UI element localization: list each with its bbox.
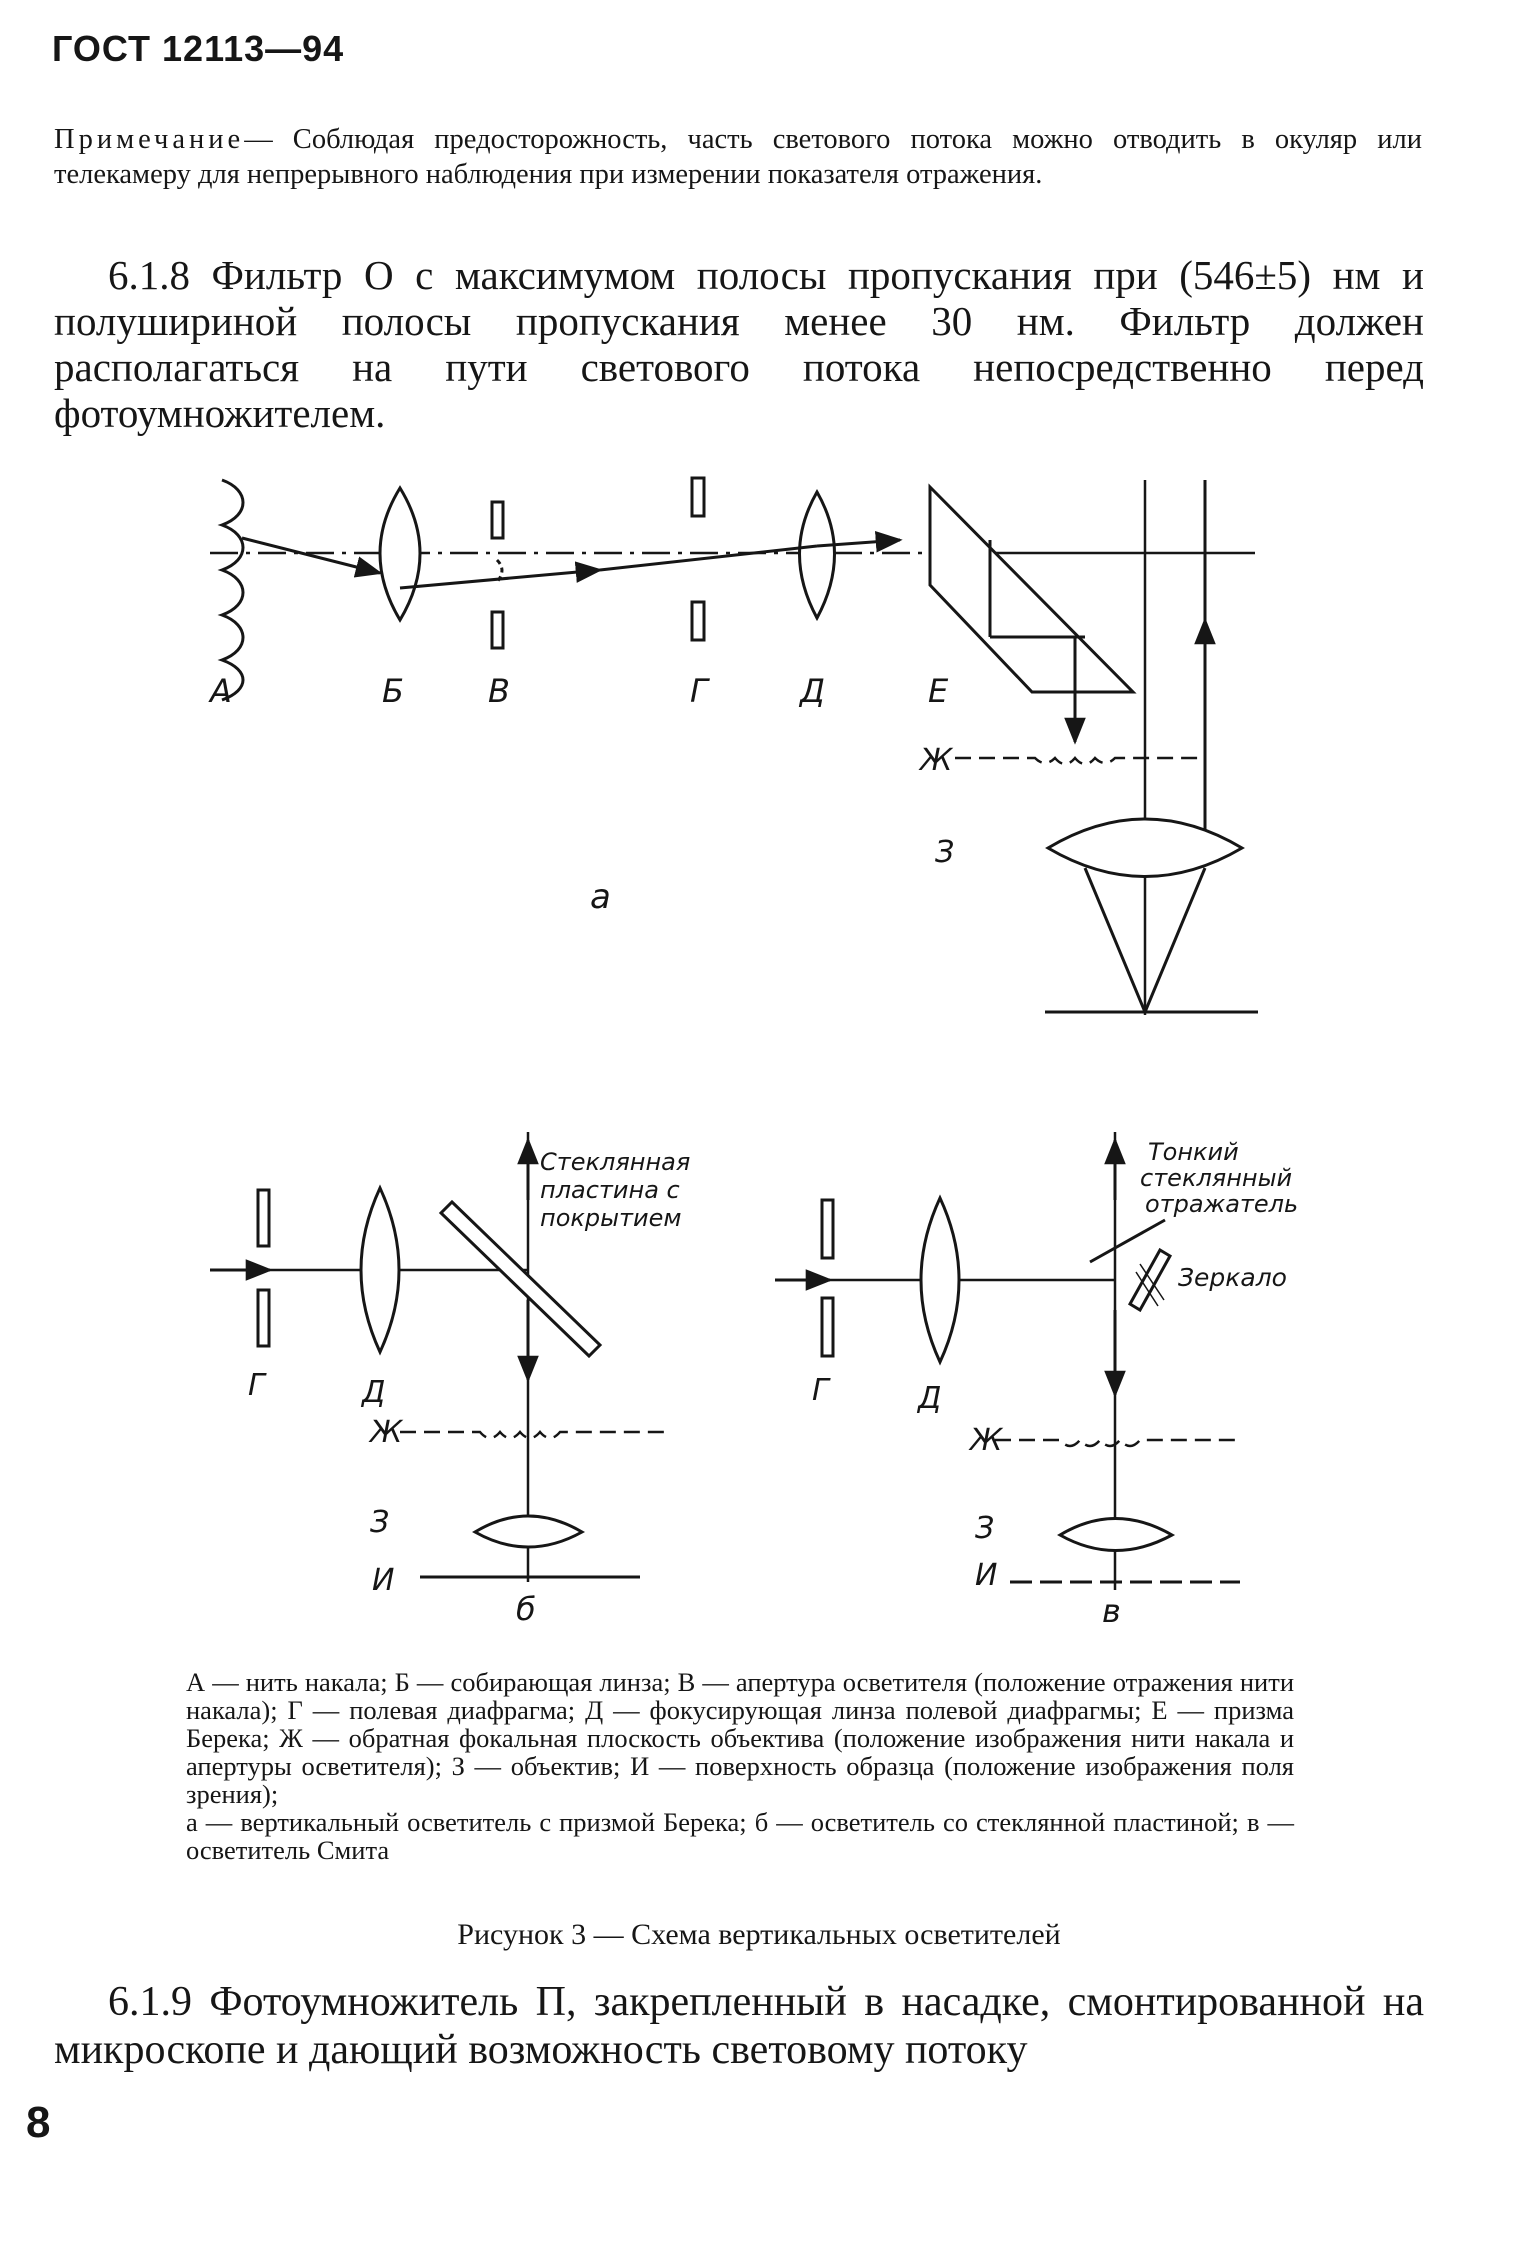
back-focal-plane-b xyxy=(400,1432,665,1438)
lens-b-a xyxy=(380,488,420,620)
glass-plate-label-3: покрытием xyxy=(540,1204,682,1232)
paragraph-6-1-9: 6.1.9 Фотоумножитель П, закрепленный в насадке, смонтированной на микроскопе и дающий возможность световому потоку xyxy=(54,1979,1424,2073)
subfigure-label-c: в xyxy=(1102,1592,1121,1630)
figure-legend xyxy=(186,1668,1294,1864)
label-zh-plane-a: Ж xyxy=(920,743,953,778)
legend-line-2: а — вертикальный осветитель с призмой Берека; б — осветитель со стеклянной пластиной; в — осветитель Смита xyxy=(186,1807,1294,1865)
thin-reflector-label-1: Тонкий xyxy=(1148,1138,1239,1166)
field-diaphragm-bottom xyxy=(692,602,704,640)
objective-lens-b xyxy=(475,1516,582,1547)
label-g-diaphragm: Г xyxy=(690,672,708,710)
objective-lens-c xyxy=(1060,1519,1172,1551)
label-d-lens: Д xyxy=(800,672,825,710)
glass-plate-label-2: пластина с xyxy=(540,1176,680,1204)
note-lead: Примечание xyxy=(54,124,245,155)
label-z-objective-c: З xyxy=(975,1511,995,1546)
figure-caption: Рисунок 3 — Схема вертикальных осветителей xyxy=(457,1918,1061,1951)
label-v-aperture: В xyxy=(488,672,510,710)
label-z-objective-a: З xyxy=(935,835,955,870)
subfigure-label-b: б xyxy=(516,1590,536,1628)
objective-lens-a xyxy=(1048,819,1242,877)
field-diaphragm-c-bottom xyxy=(822,1298,833,1356)
label-a-filament: А xyxy=(210,672,232,710)
field-diaphragm-b-top xyxy=(258,1190,269,1246)
filament-coil xyxy=(222,480,243,700)
mirror-label: Зеркало xyxy=(1178,1263,1287,1292)
label-g-diaphragm-b: Г xyxy=(248,1368,265,1403)
back-focal-plane-a xyxy=(955,758,1200,764)
label-i-sample-c: И xyxy=(975,1558,998,1593)
page-number: 8 xyxy=(26,2098,51,2147)
lens-d-b xyxy=(361,1188,399,1352)
legend-line-1: А — нить накала; Б — собирающая линза; В — апертура осветителя (положение отражения нити накала); Г — полевая диафрагма; Д — фокусирующая линза полевой диафрагмы; Е — призма Берека; Ж — обратная фокальная плоскость объектива (положение изображения нити накала и апертуры осветителя); З — объектив; И — поверхность образца (положение изображения поля зрения); xyxy=(186,1667,1294,1809)
label-b-lens: Б xyxy=(382,672,404,710)
document-header: ГОСТ 12113—94 xyxy=(52,28,345,69)
label-e-prism: Е xyxy=(928,672,949,710)
label-zh-plane-b: Ж xyxy=(370,1415,403,1450)
thin-reflector xyxy=(1090,1220,1165,1262)
field-diaphragm-c-top xyxy=(822,1200,833,1258)
lens-d-a xyxy=(800,492,835,618)
lens-d-c xyxy=(921,1198,959,1362)
field-diaphragm-top xyxy=(692,478,704,516)
label-d-lens-c: Д xyxy=(918,1381,942,1416)
label-i-sample-b: И xyxy=(372,1563,395,1598)
thin-reflector-label-2: стеклянный xyxy=(1140,1164,1293,1192)
note-text: — Соблюдая предосторожность, часть светового потока можно отводить в окуляр или телекамеру для непрерывного наблюдения при измерении показателя отражения. xyxy=(54,124,1422,190)
label-g-diaphragm-c: Г xyxy=(812,1373,829,1408)
thin-reflector-label-3: отражатель xyxy=(1145,1190,1299,1218)
label-d-lens-b: Д xyxy=(362,1375,386,1410)
aperture-v-bottom xyxy=(492,612,503,648)
aperture-v-top xyxy=(492,502,503,538)
subfigure-label-a: а xyxy=(590,877,611,917)
berek-prism xyxy=(930,487,1133,692)
field-diaphragm-b-bottom xyxy=(258,1290,269,1346)
label-z-objective-b: З xyxy=(370,1505,390,1540)
paragraph-6-1-8: 6.1.8 Фильтр O с максимумом полосы пропускания при (546±5) нм и полушириной полосы пропускания менее 30 нм. Фильтр должен располагаться на пути светового потока непосредственно перед фотоумножителем. xyxy=(54,252,1424,436)
label-zh-plane-c: Ж xyxy=(970,1423,1003,1458)
glass-plate-label-1: Стеклянная xyxy=(540,1148,691,1176)
